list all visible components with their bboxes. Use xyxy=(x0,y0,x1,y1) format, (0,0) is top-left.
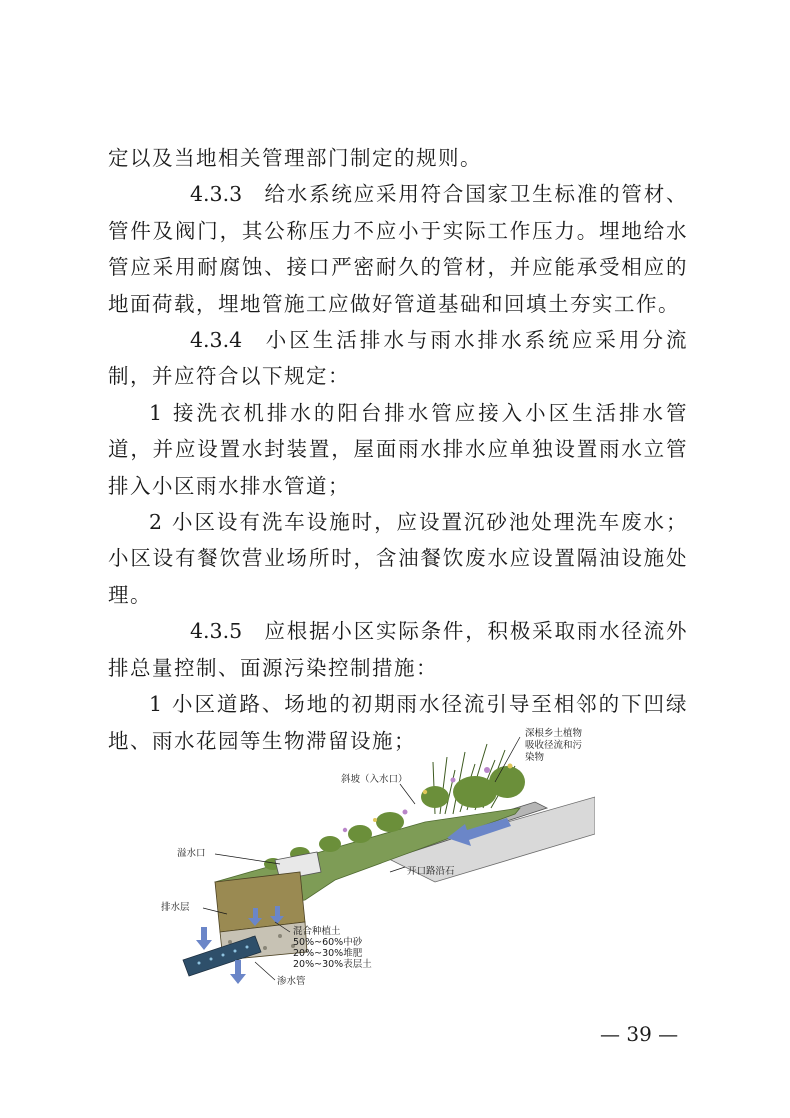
page-number: — 39 — xyxy=(600,1022,679,1046)
clause-4-3-3: 4.3.3 给水系统应采用符合国家卫生标准的管材、管件及阀门，其公称压力不应小于实际工作压力。埋地给水管应采用耐腐蚀、接口严密耐久的管材，并应能承受相应的地面荷载，埋地管施工应做好管道基础和回填土夯实工作。 xyxy=(108,176,688,322)
label-plants-line3: 染物 xyxy=(525,752,545,763)
paragraph-continuation: 定以及当地相关管理部门制定的规则。 xyxy=(108,146,482,170)
clause-4-3-5: 4.3.5 应根据小区实际条件，积极采取雨水径流外排总量控制、面源污染控制措施： xyxy=(108,613,688,686)
clause-number: 4.3.4 xyxy=(190,328,243,353)
label-soil-compost: 20%~30%堆肥 xyxy=(293,948,363,959)
label-soil-mix: 混合种植土 xyxy=(293,926,341,937)
item-4-3-4-1: 1 接洗衣机排水的阳台排水管应接入小区生活排水管道，并应设置水封装置，屋面雨水排水应单独设置雨水立管排入小区雨水排水管道； xyxy=(108,400,688,498)
label-overflow: 溢水口 xyxy=(177,848,206,859)
bioretention-illustration xyxy=(135,722,595,990)
label-soil-sand: 50%~60%中砂 xyxy=(293,937,363,948)
label-seepage-pipe: 渗水管 xyxy=(277,976,306,987)
body-text xyxy=(108,140,688,759)
item-4-3-4-2: 2 小区设有洗车设施时，应设置沉砂池处理洗车废水；小区设有餐饮营业场所时，含油餐饮废水应设置隔油设施处理。 xyxy=(108,510,688,607)
clause-number: 4.3.5 xyxy=(190,619,243,644)
label-plants-line2: 吸收径流和污 xyxy=(525,740,583,751)
item-4-3-5-1: 1 小区道路、场地的初期雨水径流引导至相邻的下凹绿地、雨水花园等生物滞留设施； xyxy=(108,692,688,753)
label-slope-inlet: 斜坡（入水口） xyxy=(341,774,408,785)
clause-number: 4.3.3 xyxy=(190,182,243,207)
label-soil-topsoil: 20%~30%表层土 xyxy=(293,959,372,970)
label-curb-opening: 开口路沿石 xyxy=(407,866,455,877)
label-plants: 深根乡土植物 xyxy=(525,728,583,739)
label-drainage-layer: 排水层 xyxy=(161,902,190,913)
clause-4-3-4: 4.3.4 小区生活排水与雨水排水系统应采用分流制，并应符合以下规定： xyxy=(108,322,688,395)
